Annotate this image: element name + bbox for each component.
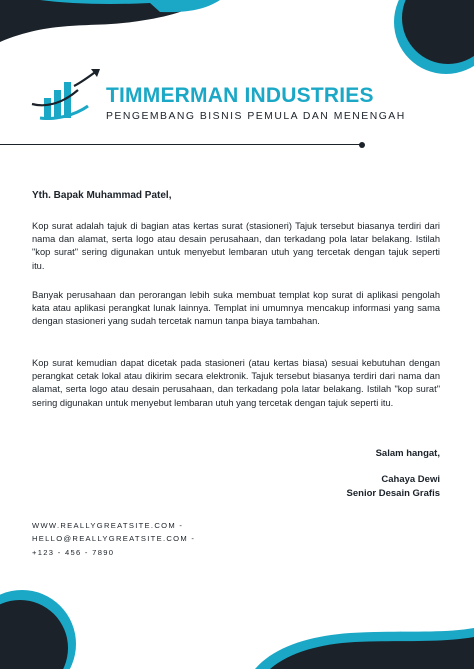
signer-name: Cahaya Dewi bbox=[381, 474, 440, 485]
contact-info bbox=[32, 519, 195, 559]
letter-paragraph: Kop surat kemudian dapat dicetak pada stasioneri (atau kertas biasa) sesuai kebutuhan dengan perangkat cetak lokal atau dikirim secara elektronik. Tajuk tersebut biasanya terdiri dari nama dan alamat, serta logo atau desain perusahaan, dan terkadang pola latar belakang. Istilah "kop surat" sering digunakan untuk menyebut lembaran utuh yang tercetak dengan tajuk seperti itu. bbox=[32, 358, 440, 408]
letter-closing: Salam hangat, bbox=[375, 448, 440, 459]
letter-paragraph: Kop surat adalah tajuk di bagian atas kertas surat (stasioneri) Tajuk tersebut biasanya terdiri dari nama dan alamat, serta logo atau desain perusahaan, dan terkadang pola latar belakang. Istilah "kop surat" sering digunakan untuk menyebut lembaran utuh yang tercetak dengan tajuk seperti itu. bbox=[32, 221, 440, 271]
logo-bar bbox=[44, 98, 51, 118]
rising-bar-chart-arrow-icon bbox=[30, 68, 102, 120]
letter-salutation: Yth. Bapak Muhammad Patel, bbox=[32, 190, 172, 201]
contact-website[interactable]: WWW.REALLYGREATSITE.COM - bbox=[32, 521, 184, 530]
header-divider bbox=[0, 144, 362, 145]
header-divider-dot bbox=[359, 142, 365, 148]
letter-paragraph: Banyak perusahaan dan perorangan lebih suka membuat templat kop surat di aplikasi pengolah kata atau aplikasi perangkat lunak lainnya. Templat ini umumnya mencakup informasi yang sama dengan stasioneri yang sudah tercetak namun tanpa biaya tambahan. bbox=[32, 290, 440, 327]
contact-email[interactable]: HELLO@REALLYGREATSITE.COM - bbox=[32, 534, 196, 544]
contact-phone: +123 - 456 - 7890 bbox=[32, 547, 115, 557]
signature-block bbox=[347, 473, 440, 501]
company-tagline: PENGEMBANG BISNIS PEMULA DAN MENENGAH bbox=[106, 111, 406, 122]
signer-title: Senior Desain Grafis bbox=[346, 488, 440, 499]
company-name: TIMMERMAN INDUSTRIES bbox=[106, 84, 374, 107]
